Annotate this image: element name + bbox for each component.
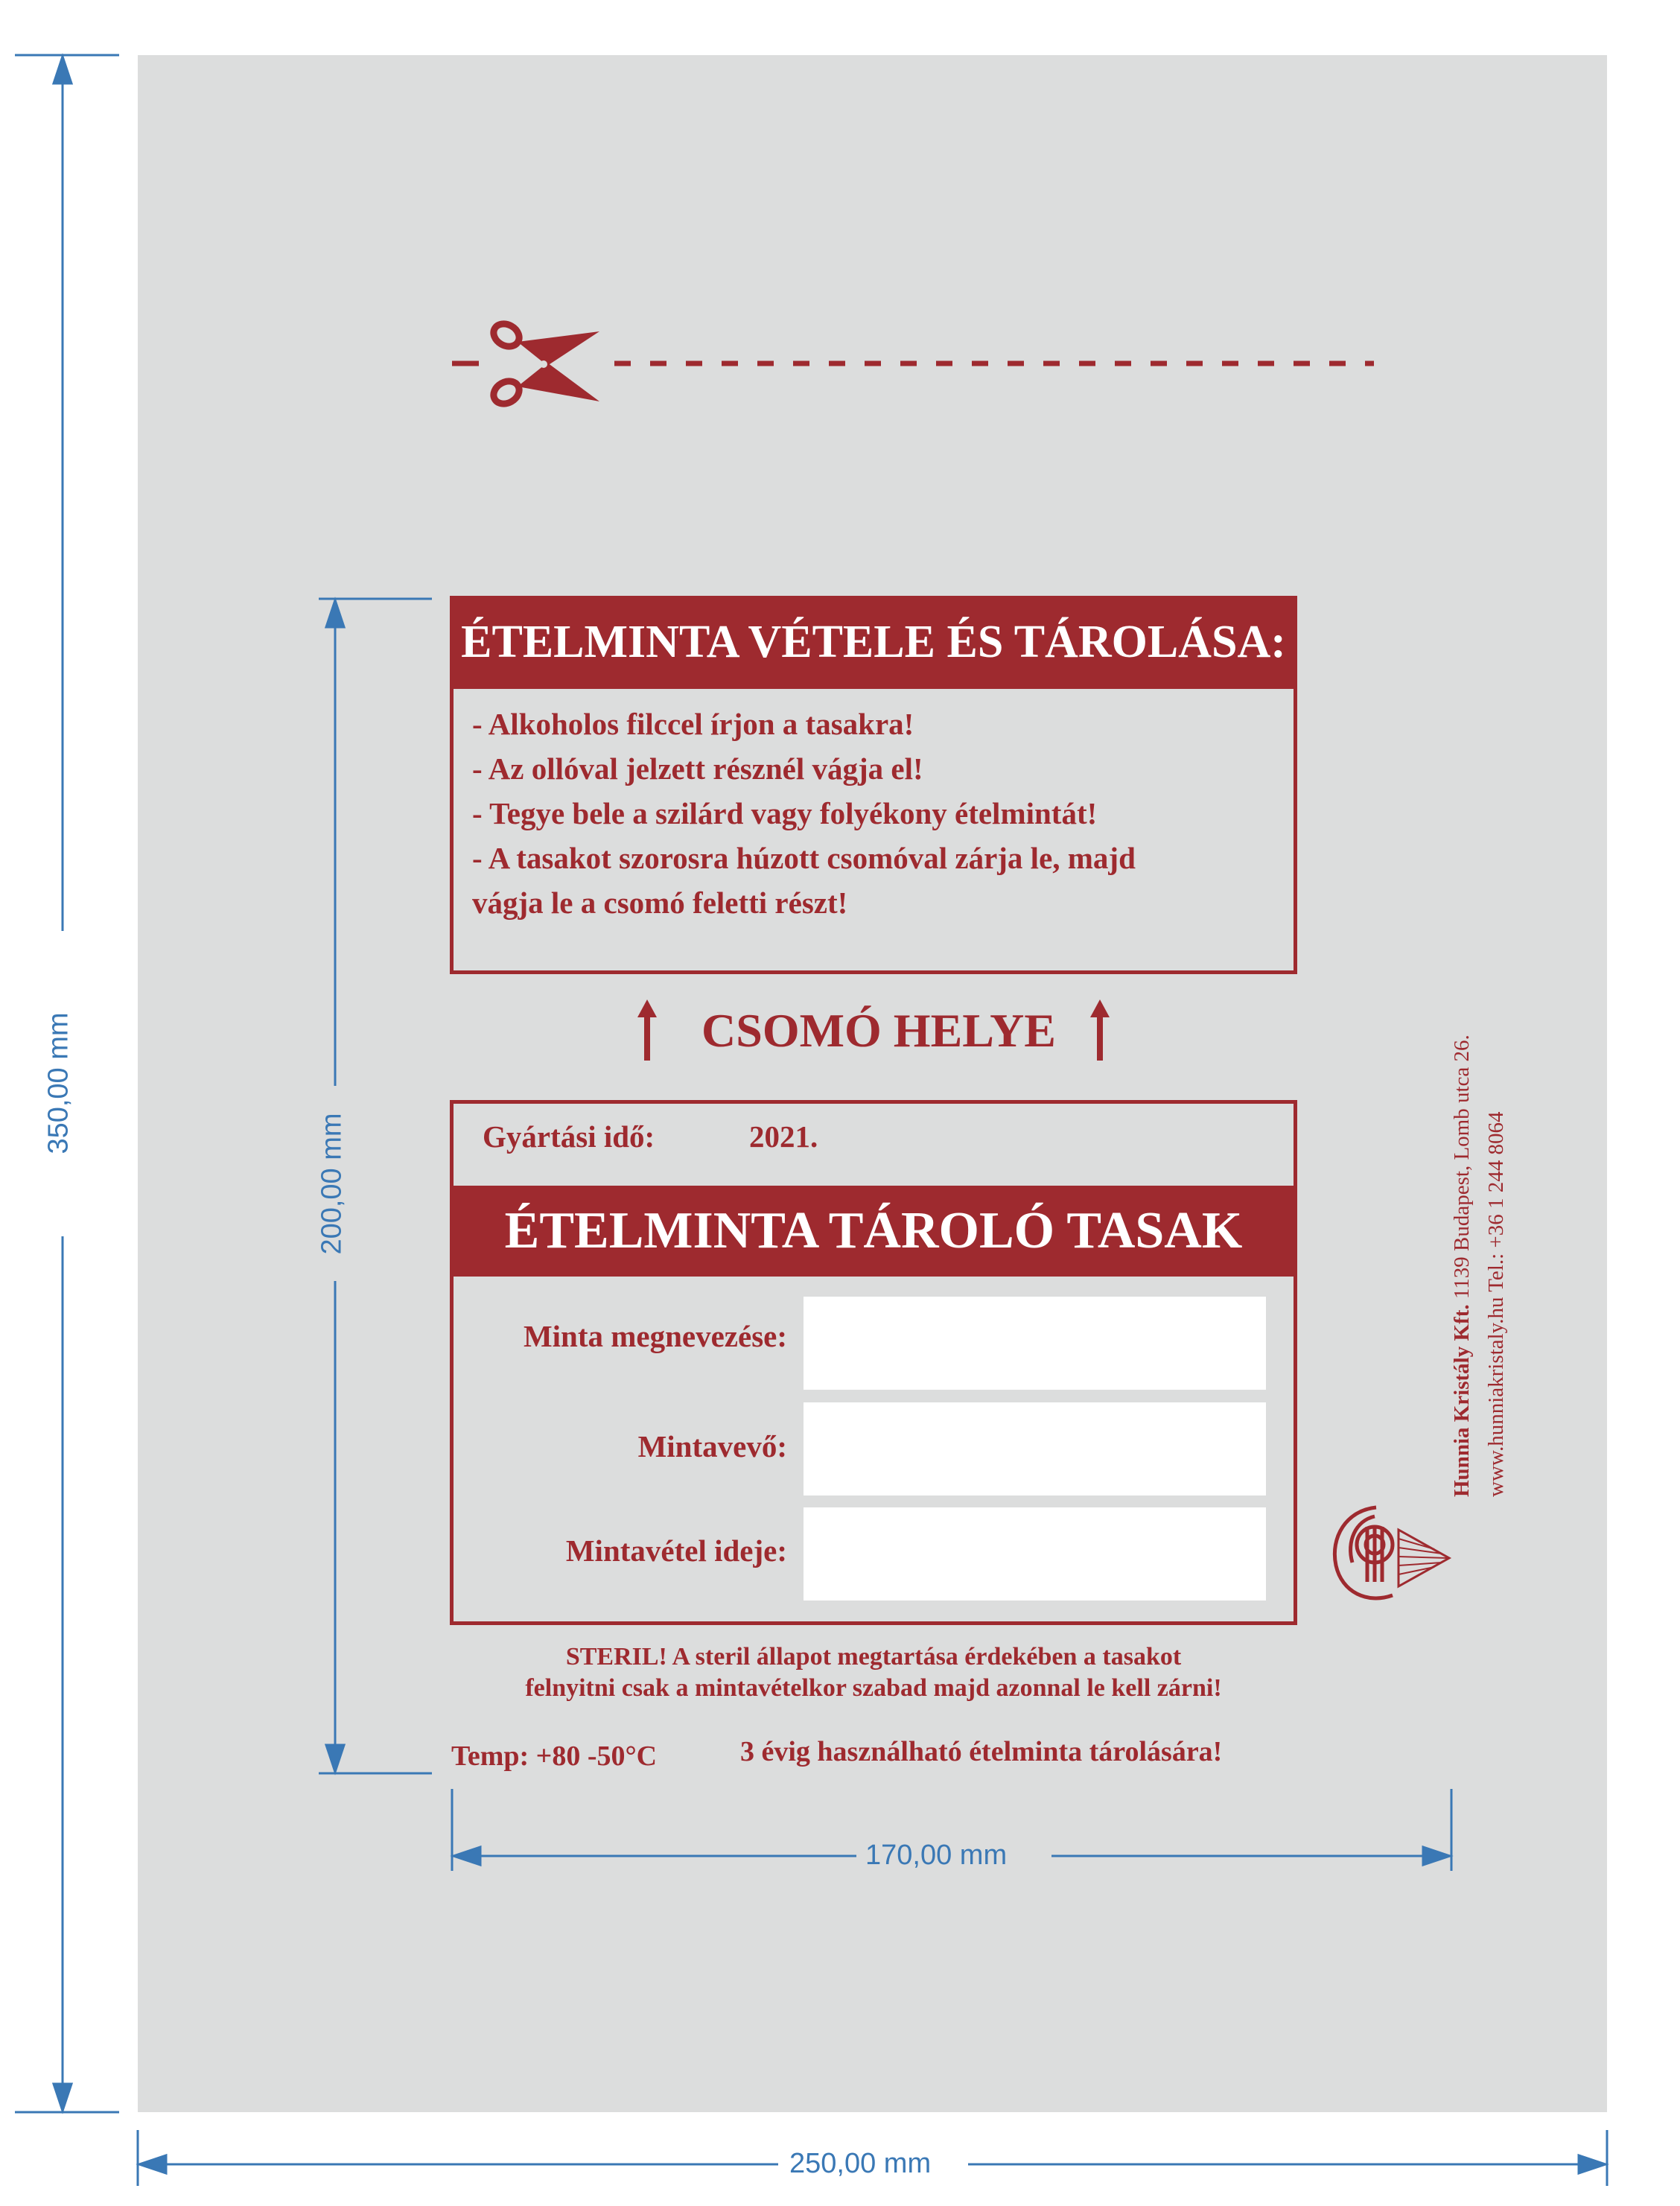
production-time-label: Gyártási idő: bbox=[483, 1119, 655, 1154]
usage-note: 3 évig használható ételminta tárolására! bbox=[740, 1736, 1223, 1767]
instruction-line: - Alkoholos filccel írjon a tasakra! bbox=[472, 707, 914, 741]
sterile-note-line1: STERIL! A steril állapot megtartása érdekében a tasakot bbox=[565, 1643, 1182, 1671]
scissors-icon bbox=[480, 317, 607, 413]
company-logo-icon bbox=[1330, 1500, 1457, 1612]
company-line1 bbox=[1445, 1034, 1479, 1497]
instruction-line: vágja le a csomó feletti részt! bbox=[472, 886, 848, 920]
label-title: ÉTELMINTA TÁROLÓ TASAK bbox=[450, 1186, 1297, 1277]
label-width-dimension: 170,00 mm bbox=[865, 1840, 1008, 1871]
temperature-range: Temp: +80 -50°C bbox=[451, 1741, 658, 1772]
company-info bbox=[1445, 1034, 1513, 1497]
sampler-field[interactable] bbox=[804, 1402, 1266, 1495]
instruction-line: - A tasakot szorosra húzott csomóval zárja le, majd bbox=[472, 841, 1136, 875]
arrow-up-icon bbox=[636, 999, 658, 1061]
instructions-list bbox=[472, 702, 1276, 925]
company-address: 1139 Budapest, Lomb utca 26. bbox=[1450, 1034, 1474, 1300]
arrow-up-icon bbox=[1089, 999, 1111, 1061]
knot-position-label: CSOMÓ HELYE bbox=[701, 1004, 1056, 1057]
instruction-line: - Tegye bele a szilárd vagy folyékony ételmintát! bbox=[472, 796, 1098, 830]
sample-name-field[interactable] bbox=[804, 1297, 1266, 1390]
field-label-sampler: Mintavevő: bbox=[637, 1429, 787, 1463]
instructions-title: ÉTELMINTA VÉTELE ÉS TÁROLÁSA: bbox=[450, 596, 1297, 689]
sterile-note-line2: felnyitni csak a mintavételkor szabad majd azonnal le kell zárni! bbox=[525, 1674, 1222, 1702]
total-height-dimension: 350,00 mm bbox=[42, 1012, 74, 1154]
production-time-value: 2021. bbox=[749, 1119, 818, 1154]
field-label-sample-name: Minta megnevezése: bbox=[523, 1319, 787, 1353]
instruction-line: - Az ollóval jelzett résznél vágja el! bbox=[472, 751, 923, 786]
total-width-dimension: 250,00 mm bbox=[789, 2148, 932, 2179]
label-height-dimension: 200,00 mm bbox=[316, 1113, 348, 1255]
field-label-sampling-time: Mintavétel ideje: bbox=[565, 1533, 787, 1568]
sampling-time-field[interactable] bbox=[804, 1507, 1266, 1601]
company-contact: www.hunniakristaly.hu Tel.: +36 1 244 8064 bbox=[1484, 1111, 1508, 1497]
company-name: Hunnia Kristály Kft. bbox=[1450, 1304, 1474, 1497]
